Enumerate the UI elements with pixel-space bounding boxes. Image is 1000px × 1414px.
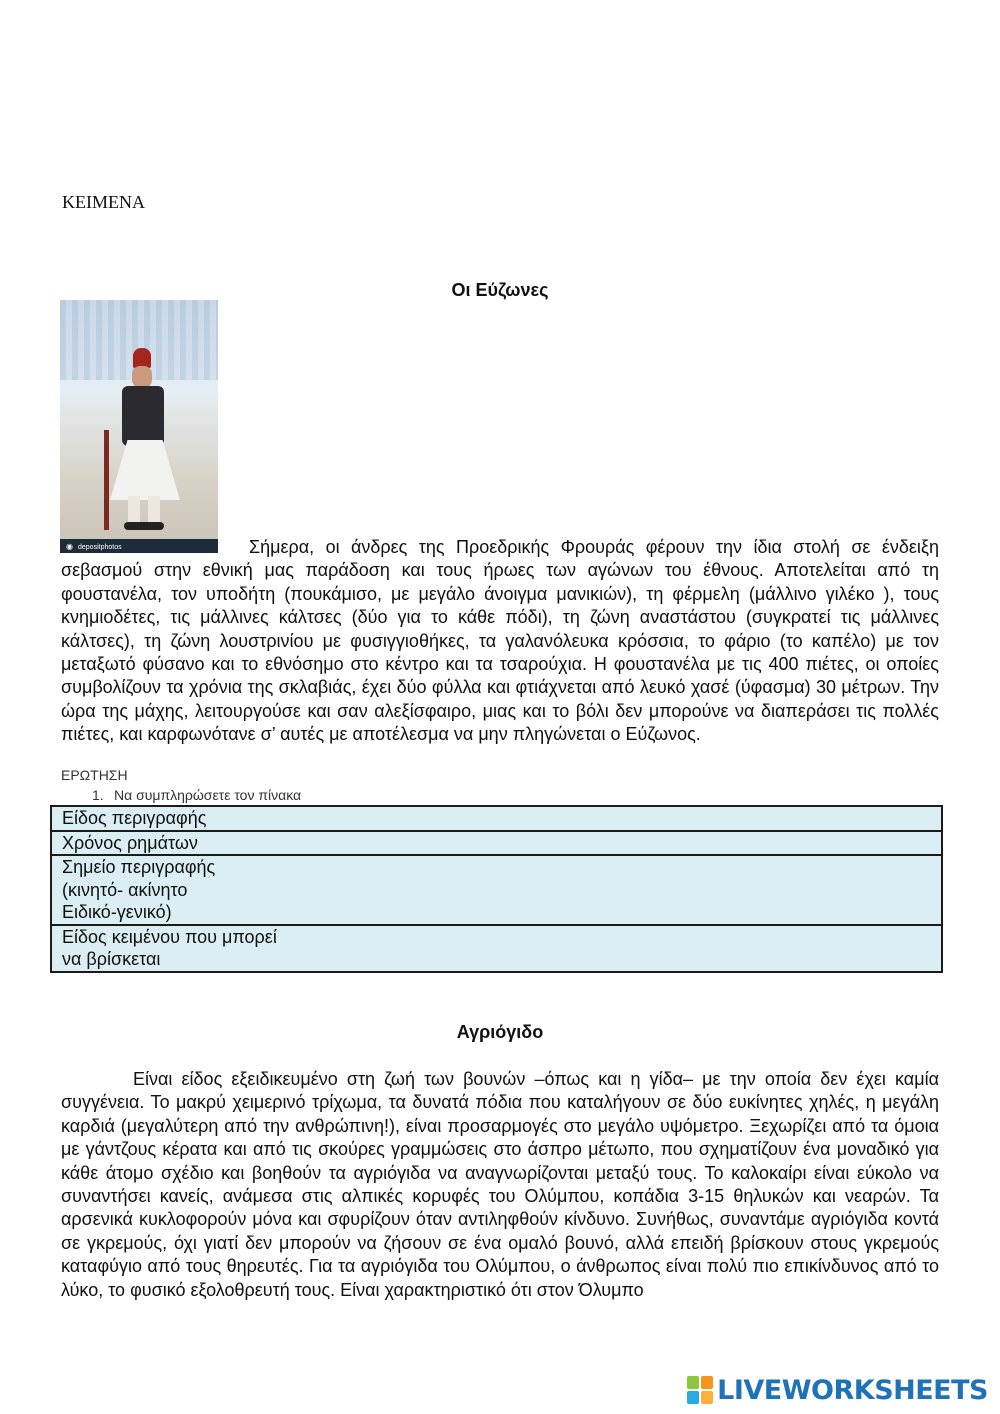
question-item-number: 1. — [92, 787, 104, 803]
evzone-guard-photo — [60, 300, 218, 553]
text1-paragraph-text: Σήμερα, οι άνδρες της Προεδρικής Φρουράς φέρουν την ίδια στολή σε ένδειξη σεβασμού στην εθνική μας παράδοση και τους ήρωες των αγώνων του έθνους. Αποτελείται από τη φουστανέλα, τον υποδήτη (πουκάμισο, με μεγάλο άνοιγμα μανικιών), τη φέρμελη (μάλλινο γιλέκο ), τους κνημιοδέτες, τις μάλλινες κάλτσες (δύο για το κάθε πόδι), τη ζώνη αναστάστου (συγκρατεί τις μάλλινες κάλτσες), τη ζώνη λουστρινίου με φυσιγγιοθήκες, τα γαλανόλευκα κρόσσια, το φάριο (το καπέλο) με τον μεταξωτό φύσανο και το εθνόσημο στο κέντρο και τα τσαρούχια. Η φουστανέλα με τις 400 πιέτες, οι οποίες συμβολίζουν τα χρόνια της σκλαβιάς, έχει δύο φύλλα και φτιάχνεται από λευκό χασέ (ύφασμα) 30 μέτρων. Την ώρα της μάχης, λειτουργούσε και σαν αλεξίσφαιρο, μιας και το βόλι δεν μπορούνε να διαπεράσει τις πολλές πιέτες, και καρφωνότανε σ’ αυτές με αποτέλεσμα να μην πληγώνεται ο Εύζωνος. — [61, 537, 939, 745]
logo-tile-orange — [701, 1376, 713, 1389]
section-label: KEIMENA — [62, 192, 145, 212]
logo-tile-green — [687, 1376, 699, 1389]
text2-paragraph — [61, 1068, 939, 1302]
brand-name: LIVEWORKSHEETS — [717, 1374, 988, 1406]
photo-watermark: depositphotos — [78, 544, 122, 551]
text2-paragraph-text: Είναι είδος εξειδικευμένο στη ζωή των βουνών –όπως και η γίδα– με την οποία δεν έχει καμία συγγένεια. Το μακρύ χειμερινό τρίχωμα, τα δυνατά πόδια που καταλήγουν σε δύο ευκίνητες χηλές, η μεγάλη καρδιά (μεγαλύτερη από την ανθρώπινη!), είναι προσαρμογές στο μεγάλο υψόμετρο. Ξεχωρίζει από τα όμοια με γάντζους κέρατα και από τις σκούρες γραμμώσεις στο άσπρο μέτωπο, που σχηματίζουν ένα μοναδικό για κάθε άτομο σχέδιο και βοηθούν τα αγριόγιδα να αναγνωρίζονται μεταξύ τους. Το καλοκαίρι είναι εύκολο να συναντήσει κανείς, ανάμεσα στις αλπικές κορυφές του Ολύμπου, κοπάδια 3-15 θηλυκών και νεαρών. Τα αρσενικά κυκλοφορούν μόνα και σφυρίζουν όταν αντιληφθούν κίνδυνο. Συνήθως, συναντάμε αγριόγιδα κοντά σε γκρεμούς, όχι γιατί δεν μπορούν να ζήσουν σε ένα ομαλό βουνό, αλλά επειδή βρίσκουν στους γκρεμούς καταφύγιο από τους θηρευτές. Για τα αγριόγιδα του Ολύμπου, ο άνθρωπος είναι πολύ πιο επικίνδυνος από το λύκο, το φυσικό εξολοθρευτή τους. Είναι χαρακτηριστικό ότι στον Όλυμπο — [61, 1069, 939, 1300]
logo-tile-yellow — [701, 1391, 713, 1404]
table-row — [51, 855, 942, 925]
question-label: ΕΡΩΤΗΣΗ — [61, 767, 128, 783]
text1-title: Οι Εύζωνες — [451, 280, 549, 300]
text2-title: Αγριόγιδο — [456, 1022, 544, 1042]
camera-icon: ◉ — [66, 542, 73, 551]
table-row — [51, 925, 942, 972]
logo-tile-blue — [687, 1391, 699, 1404]
liveworksheets-logo-icon — [687, 1376, 713, 1404]
table-cell-text-type[interactable]: Είδος κειμένου που μπορεί να βρίσκεται — [51, 925, 942, 972]
liveworksheets-brand[interactable] — [687, 1372, 988, 1408]
table-row — [51, 806, 942, 831]
question-item — [92, 787, 301, 803]
question-item-text: Να συμπληρώσετε τον πίνακα — [114, 787, 302, 803]
text1-paragraph — [61, 536, 939, 747]
fill-in-table — [50, 805, 943, 973]
table-cell-verb-tense[interactable]: Χρόνος ρημάτων — [51, 831, 942, 856]
table-cell-description-point[interactable]: Σημείο περιγραφής (κινητό- ακίνητο Ειδικό-γενικό) — [51, 855, 942, 925]
table-cell-description-type[interactable]: Είδος περιγραφής — [51, 806, 942, 831]
table-row — [51, 831, 942, 856]
